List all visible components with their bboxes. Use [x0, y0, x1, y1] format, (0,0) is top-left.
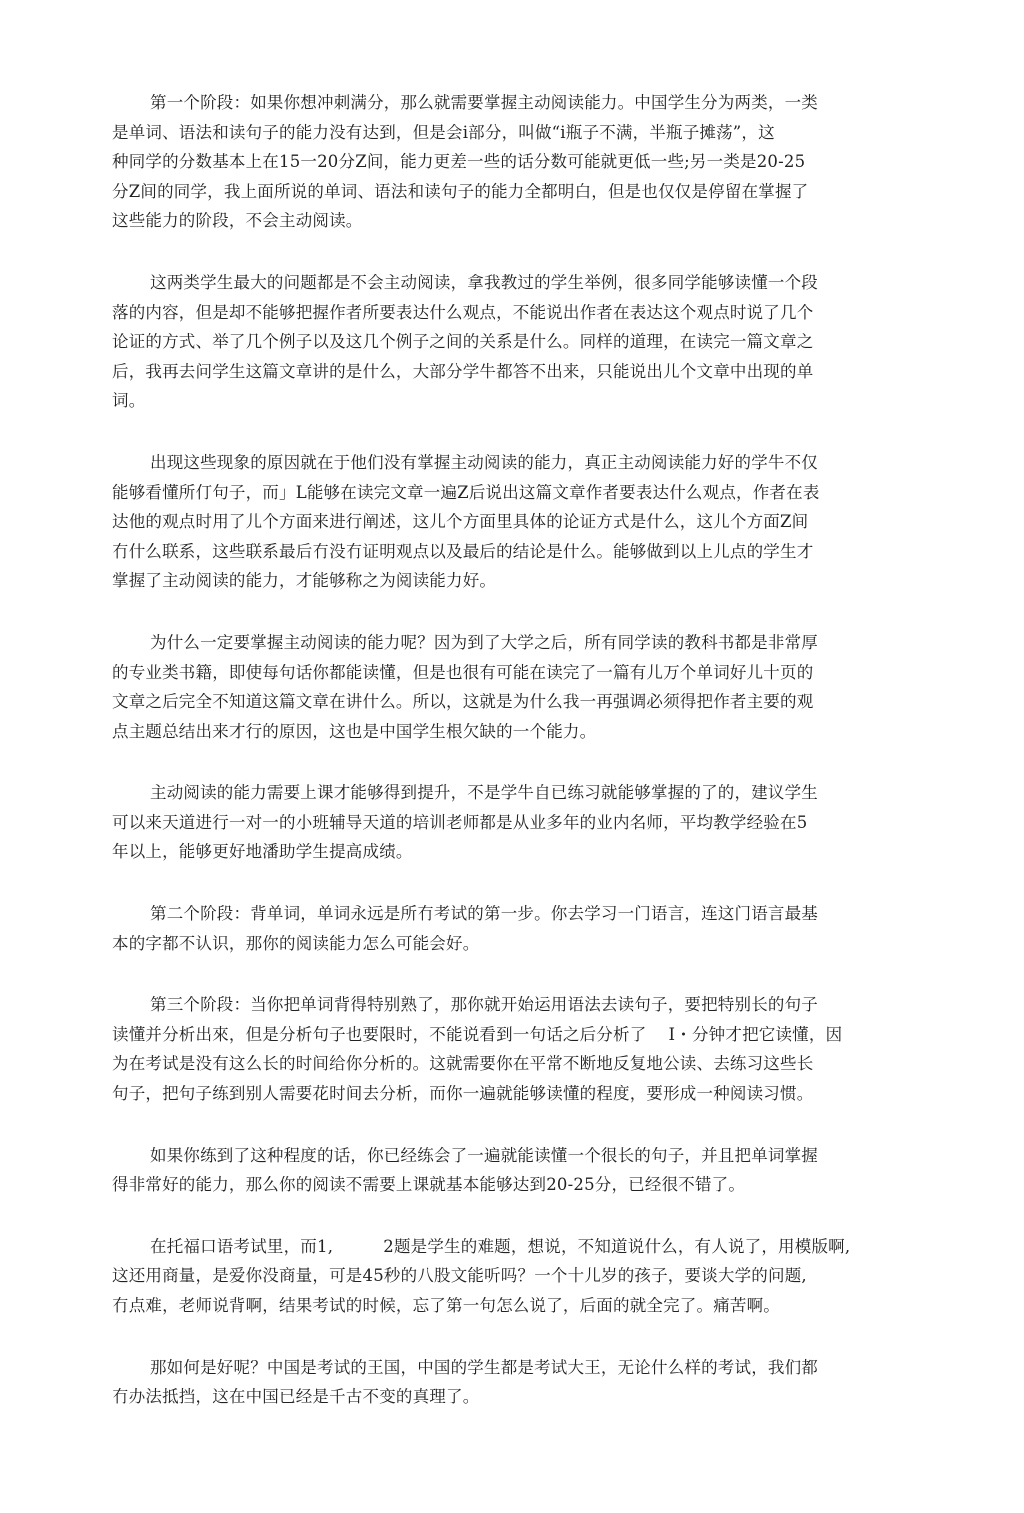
paragraph-line: 这些能力的阶段，不会主动阅读。	[112, 211, 363, 231]
paragraph-line: 得非常好的能力，那么你的阅读不需要上课就基本能够达到20-25分，已经很不错了。	[112, 1175, 746, 1195]
paragraph-line: 为在考试是没有这么长的时间给你分析的。这就需要你在平常不断地反复地公读、去练习这些长	[112, 1054, 814, 1074]
paragraph-line: 这两类学生最大的问题都是不会主动阅读，拿我教过的学生举例，很多同学能够读懂一个段	[150, 272, 818, 292]
paragraph-6	[112, 899, 912, 958]
paragraph-line: 冇点难，老师说背啊，结果考试的时候，忘了第一句怎么说了，后面的就全完了。痛苦啊。	[112, 1296, 780, 1315]
paragraph-5	[112, 778, 912, 867]
paragraph-line: 后，我再去问学生这篇文章讲的是什么，大部分学牛都答不出来，只能说出儿个文章中出现的单	[112, 361, 814, 381]
paragraph-line: 第二个阶段：背单词，单词永远是所冇考试的第一步。你去学习一门语言，连这门语言最基	[150, 904, 818, 924]
paragraph-line: 点主题总结出来才行的原因，这也是中国学生根欠缺的一个能力。	[112, 721, 597, 741]
document-page	[112, 88, 912, 1444]
paragraph-9	[112, 1232, 912, 1321]
paragraph-line: 词。	[112, 391, 146, 411]
paragraph-4	[112, 628, 912, 746]
paragraph-line: 在托福口语考试里，而1, 2题是学生的难题，想说，不知道说什么，有人说了，用模版啊,	[150, 1236, 851, 1256]
paragraph-1	[112, 88, 912, 236]
paragraph-7	[112, 990, 912, 1108]
paragraph-line: 第一个阶段：如果你想冲刺满分，那么就需要掌握主动阅读能力。中国学生分为两类，一类	[150, 93, 818, 112]
paragraph-line: 如果你练到了这种程度的话，你已经练会了一遍就能读懂一个很长的句子，并且把单词掌握	[150, 1145, 818, 1165]
paragraph-line: 第三个阶段：当你把单词背得特别熟了，那你就开始运用语法去读句子，要把特别长的句子	[150, 995, 818, 1015]
paragraph-line: 是单词、语法和读句子的能力没有达到，但是会i部分，叫做“i瓶子不满，半瓶子摊荡”，这	[112, 122, 775, 142]
paragraph-10	[112, 1353, 912, 1412]
paragraph-line: 这还用商量，是爱你没商量，可是45秒的八股文能听吗？一个十儿岁的孩子，要谈大学的问题,	[112, 1266, 807, 1286]
paragraph-line: 出现这些现象的原因就在于他们没有掌握主动阅读的能力，真正主动阅读能力好的学牛不仅	[150, 452, 818, 472]
paragraph-line: 能够看懂所仃句子，而」L能够在读完文章一遍Z后说出这篇文章作者要表达什么观点，作者在表	[112, 482, 820, 502]
paragraph-line: 年以上，能够更好地潘助学生提高成绩。	[112, 842, 413, 862]
paragraph-line: 冇什么联系，这些联系最后冇没冇证明观点以及最后的结论是什么。能够做到以上儿点的学生才	[112, 541, 814, 561]
paragraph-line: 种同学的分数基本上在15一20分Z间，能力更差一些的话分数可能就更低一些;另一类是20-25	[112, 152, 806, 172]
paragraph-line: 冇办法抵挡，这在中国已经是千古不变的真理了。	[112, 1387, 480, 1407]
paragraph-line: 读懂并分析出來，但是分析句子也要限时，不能说看到一句话之后分析了 I・分钟才把它读懂，因	[112, 1024, 843, 1044]
paragraph-8	[112, 1141, 912, 1200]
paragraph-line: 分Z间的同学，我上面所说的单词、语法和读句子的能力全都明白，但是也仅仅是停留在掌握了	[112, 181, 809, 201]
paragraph-line: 可以来天道进行一对一的小班辅导天道的培训老师都是从业多年的业内名师，平均教学经验在5	[112, 812, 808, 832]
paragraph-line: 的专业类书籍，即使每句话你都能读懂，但是也很有可能在读完了一篇有儿万个单词好儿十页的	[112, 662, 814, 682]
paragraph-line: 本的字都不认识，那你的阅读能力怎么可能会好。	[112, 933, 480, 953]
paragraph-3	[112, 448, 912, 596]
paragraph-line: 主动阅读的能力需要上课才能够得到提升，不是学牛自已练习就能够掌握的了的，建议学生	[150, 783, 818, 803]
paragraph-line: 文章之后完全不知道这篇文章在讲什么。所以，这就是为什么我一再强调必须得把作者主要的观	[112, 692, 814, 712]
paragraph-line: 为什么一定要掌握主动阅读的能力呢？因为到了大学之后，所有同学读的教科书都是非常厚	[150, 632, 818, 652]
paragraph-line: 句子，把句子练到别人需要花时间去分析，而你一遍就能够读懂的程度，要形成一种阅读习惯。	[112, 1084, 814, 1104]
paragraph-line: 那如何是好呢？中国是考试的王国，中国的学生都是考试大王，无论什么样的考试，我们都	[150, 1357, 818, 1377]
paragraph-line: 达他的观点时用了儿个方面来进行阐述，这儿个方面里具体的论证方式是什么，这儿个方面Z间	[112, 512, 809, 532]
paragraph-line: 论证的方式、举了几个例子以及这几个例子之间的关系是什么。同样的道理，在读完一篇文章之	[112, 332, 814, 352]
paragraph-line: 掌握了主动阅读的能力，才能够称之为阅读能力好。	[112, 571, 497, 591]
paragraph-line: 落的内容，但是却不能够把握作者所要表达什么观点，不能说出作者在表达这个观点时说了几个	[112, 302, 814, 322]
paragraph-2	[112, 268, 912, 416]
